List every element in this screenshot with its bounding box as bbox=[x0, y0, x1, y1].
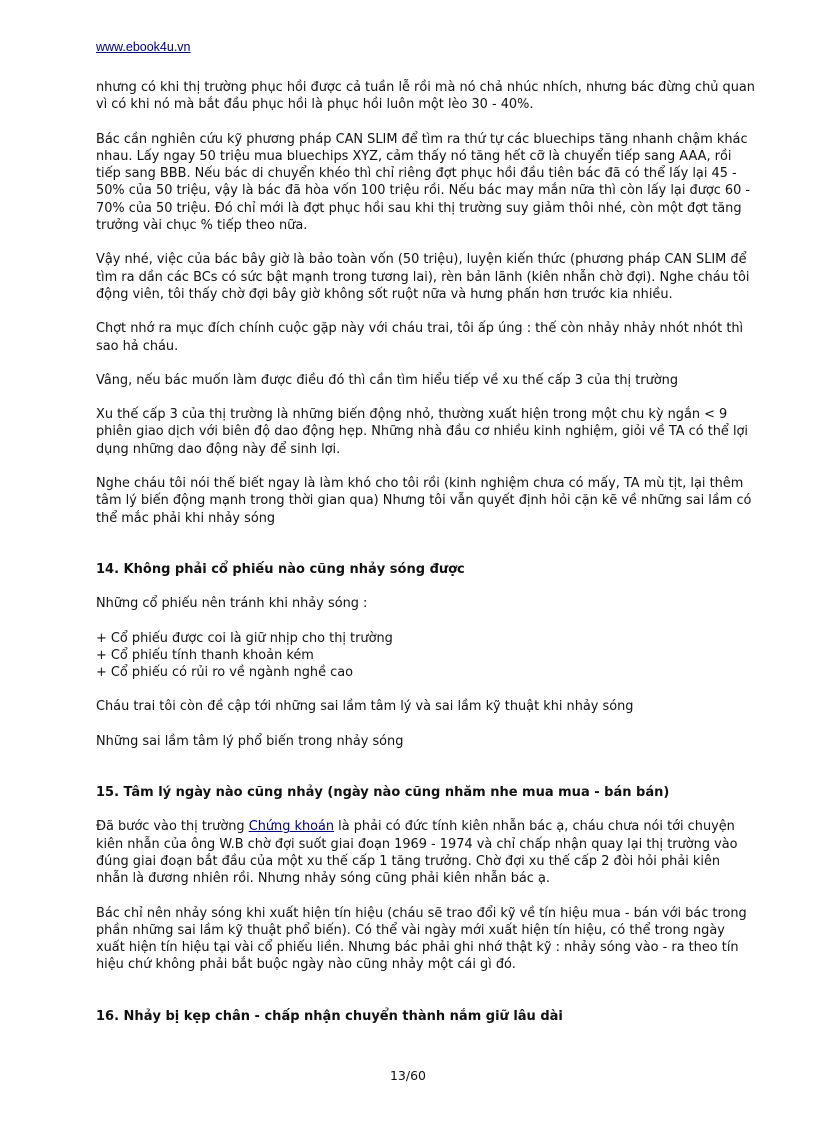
paragraph: Chợt nhớ ra mục đích chính cuộc gặp này với cháu trai, tôi ấp úng : thế còn nhảy nhảy nhót nhót thì sao hả cháu. bbox=[96, 321, 744, 354]
bullet-item: + Cổ phiếu được coi là giữ nhịp cho thị trường bbox=[96, 630, 393, 646]
paragraph: Vậy nhé, việc của bác bây giờ là bảo toàn vốn (50 triệu), luyện kiến thức (phương pháp CAN SLIM để tìm ra dần các BCs có sức bật mạnh trong tương lai), rèn bản lãnh (kiên nhẫn chờ đợi). Nghe cháu tôi động viên, tôi thấy chờ đợi bây giờ không sốt ruột nữa và hưng phấn hơn trước kia nhiều. bbox=[96, 252, 750, 302]
bullet-item: + Cổ phiếu tính thanh khoản kém bbox=[96, 647, 314, 663]
bullet-item: + Cổ phiếu có rủi ro về ngành nghề cao bbox=[96, 665, 354, 681]
paragraph: nhưng có khi thị trường phục hồi được cả tuần lễ rồi mà nó chả nhúc nhích, nhưng bác đừng chủ quan vì có khi nó mà bắt đầu phục hồi là phục hồi luôn một lèo 30 - 40%. bbox=[96, 80, 755, 113]
paragraph: Vâng, nếu bác muốn làm được điều đó thì cần tìm hiểu tiếp về xu thế cấp 3 của thị trường bbox=[96, 372, 679, 388]
chung-khoan-link[interactable]: Chứng khoán bbox=[248, 819, 335, 835]
section-14-bullet-list bbox=[96, 630, 756, 682]
text-run: Đã bước vào thị trường bbox=[96, 819, 249, 835]
section-14-intro: Những cổ phiếu nên tránh khi nhảy sóng : bbox=[96, 596, 368, 612]
paragraph-with-link bbox=[96, 818, 756, 887]
paragraph: Cháu trai tôi còn đề cập tới những sai lầm tâm lý và sai lầm kỹ thuật khi nhảy sóng bbox=[96, 699, 634, 715]
paragraph: Nghe cháu tôi nói thế biết ngay là làm khó cho tôi rồi (kinh nghiệm chưa có mấy, TA mù tịt, lại thêm tâm lý biến động mạnh trong thời gian qua) Nhưng tôi vẫn quyết định hỏi cặn kẽ về những sai lầm có thể mắc phải khi nhảy sóng bbox=[96, 476, 752, 526]
paragraph: Những sai lầm tâm lý phổ biến trong nhảy sóng bbox=[96, 733, 404, 749]
section-15-heading: 15. Tâm lý ngày nào cũng nhảy (ngày nào cũng nhăm nhe mua mua - bán bán) bbox=[96, 785, 670, 801]
page-number: 13/60 bbox=[389, 1068, 427, 1083]
text-run: là phải có đức tính kiên nhẫn bác ạ, cháu chưa nói tới chuyện kiên nhẫn của ông W.B chờ đợi suốt giai đoạn 1969 - 1974 và chỉ chấp nhận quay lại thị trường vào đúng giai đoạn bắt đầu của một xu thế cấp 1 tăng trưởng. Chờ đợi xu thế cấp 2 đòi hỏi phải kiên nhẫn là đương nhiên rồi. Nhưng nhảy sóng cũng phải kiên nhẫn bác ạ. bbox=[96, 819, 738, 887]
page-content bbox=[96, 79, 756, 1042]
section-16-heading: 16. Nhảy bị kẹp chân - chấp nhận chuyển thành nắm giữ lâu dài bbox=[96, 1008, 563, 1024]
paragraph: Bác cần nghiên cứu kỹ phương pháp CAN SLIM để tìm ra thứ tự các bluechips tăng nhanh chậm khác nhau. Lấy ngay 50 triệu mua bluechips XYZ, cảm thấy nó tăng hết cỡ là chuyển tiếp sang AAA, rồi tiếp sang BBB. Nếu bác di chuyển khéo thì chỉ riêng đợt phục hồi đầu tiên bác đã có thể lấy lại 45 - 50% của 50 triệu, vậy là bác đã hòa vốn 100 triệu rồi. Nếu bác may mắn nữa thì còn lấy lại được 60 - 70% của 50 triệu. Đó chỉ mới là đợt phục hồi sau khi thị trường suy giảm thôi nhé, còn một đợt tăng trưởng vài chục % tiếp theo nữa. bbox=[96, 131, 751, 234]
section-14-heading: 14. Không phải cổ phiếu nào cũng nhảy sóng được bbox=[96, 561, 465, 577]
paragraph: Bác chỉ nên nhảy sóng khi xuất hiện tín hiệu (cháu sẽ trao đổi kỹ về tín hiệu mua - bán với bác trong phần những sai lầm kỹ thuật phổ biến). Có thể vài ngày mới xuất hiện tín hiệu, có thể trong ngày xuất hiện tín hiệu tại vài cổ phiếu liền. Nhưng bác phải ghi nhớ thật kỹ : nhảy sóng vào - ra theo tín hiệu chứ không phải bắt buộc ngày nào cũng nhảy một cái gì đó. bbox=[96, 905, 747, 973]
header-site-link[interactable]: www.ebook4u.vn bbox=[96, 40, 191, 54]
paragraph: Xu thế cấp 3 của thị trường là những biến động nhỏ, thường xuất hiện trong một chu kỳ ngắn < 9 phiên giao dịch với biên độ dao động hẹp. Những nhà đầu cơ nhiều kinh nghiệm, giỏi về TA có thể lợi dụng những dao động này để sinh lợi. bbox=[96, 407, 749, 457]
